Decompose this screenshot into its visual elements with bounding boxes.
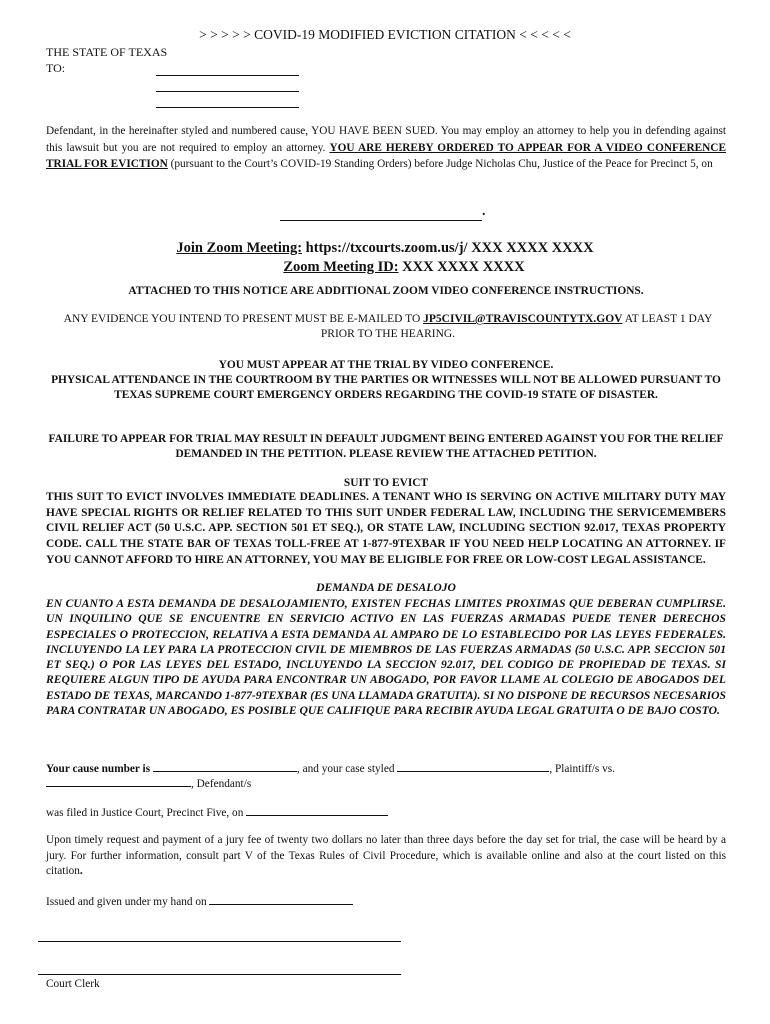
zoom-id-label: Zoom Meeting ID: xyxy=(283,259,399,275)
citation-title: > > > > > COVID-19 MODIFIED EVICTION CITATION < < < < < xyxy=(199,27,571,42)
jury-text: Upon timely request and payment of a jury fee of twenty two dollars no later than three days before the day set for trial, the case will be heard by a jury. For further information, consult part V of the Texas Rules of Civil Procedure, which is available online and also at the court listed on this citation xyxy=(46,834,726,877)
evidence-email: JP5CIVIL@TRAVISCOUNTYTX.GOV xyxy=(423,313,623,325)
suit-to-evict-body: THIS SUIT TO EVICT INVOLVES IMMEDIATE DEADLINES. A TENANT WHO IS SERVING ON ACTIVE MILITARY DUTY MAY HAVE SPECIAL RIGHTS OR RELIEF RELATED TO THIS SUIT UNDER FEDERAL LAW, INCLUDING THE SERVICEMEMBERS CIVIL RELIEF ACT (50 U.S.C. APP. SECTION 501 ET SEQ.), OR STATE LAW, INCLUDING SECTION 92.017, TEXAS PROPERTY CODE. CALL THE STATE BAR OF TEXAS TOLL-FREE AT 1-877-9TEXBAR IF YOU NEED HELP LOCATING AN ATTORNEY. IF YOU CANNOT AFFORD TO HIRE AN ATTORNEY, YOU MAY BE ELIGIBLE FOR FREE OR LOW-COST LEGAL ASSISTANCE. xyxy=(46,491,726,566)
filed-line xyxy=(46,804,388,822)
zoom-join-url: https://txcourts.zoom.us/j/ XXX XXXX XXXX xyxy=(302,240,594,256)
plaintiff-text: , Plaintiff/s vs. xyxy=(549,763,616,775)
demanda-heading: DEMANDA DE DESALOJO xyxy=(316,581,456,594)
evidence-text-1: ANY EVIDENCE YOU INTEND TO PRESENT MUST BE E-MAILED TO xyxy=(63,313,424,325)
issued-text: Issued and given under my hand on xyxy=(46,896,210,908)
evidence-text-2: AT LEAST 1 DAY PRIOR TO THE HEARING. xyxy=(320,313,713,340)
case-styled-text: , and your case styled xyxy=(296,763,398,775)
zoom-join-label: Join Zoom Meeting: xyxy=(176,240,303,256)
filed-text: was filed in Justice Court, Precinct Five, on xyxy=(46,807,247,819)
intro-text-1: Defendant, in the hereinafter styled and numbered cause, YOU HAVE BEEN SUED. You may employ an attorney to help you in defending against this lawsuit but you are not required to employ an attorney. xyxy=(46,125,726,154)
zoom-join xyxy=(0,239,770,258)
cause-number-blank xyxy=(153,760,297,772)
defendant-text: , Defendant/s xyxy=(191,778,252,790)
evidence-notice xyxy=(46,312,730,341)
address-line-3 xyxy=(156,107,299,108)
cause-number-label: Your cause number is xyxy=(46,763,153,775)
attached-instructions: ATTACHED TO THIS NOTICE ARE ADDITIONAL ZOOM VIDEO CONFERENCE INSTRUCTIONS. xyxy=(128,285,644,297)
intro-text-2: (pursuant to the Court’s COVID-19 Standing Orders) before Judge Nicholas Chu, Justice of the Peace for Precinct 5, on xyxy=(167,158,713,170)
defendant-blank xyxy=(46,775,191,787)
filed-date-blank xyxy=(246,804,388,816)
court-clerk-label: Court Clerk xyxy=(46,978,100,990)
jury-paragraph xyxy=(46,833,726,880)
hearing-date-period: . xyxy=(482,204,486,219)
zoom-id-value: XXX XXXX XXXX xyxy=(398,259,525,275)
signature-line-1 xyxy=(38,941,401,942)
hearing-date-line xyxy=(280,220,482,221)
suit-to-evict-heading: SUIT TO EVICT xyxy=(343,477,429,489)
address-line-2 xyxy=(156,91,299,92)
intro-paragraph xyxy=(46,123,726,173)
appear-video-notice: YOU MUST APPEAR AT THE TRIAL BY VIDEO CONFERENCE. xyxy=(218,359,554,371)
physical-attendance-notice: PHYSICAL ATTENDANCE IN THE COURTROOM BY THE PARTIES OR WITNESSES WILL NOT BE ALLOWED PURSUANT TO TEXAS SUPREME COURT EMERGENCY ORDERS REGARDING THE COVID-19 STATE OF DISASTER. xyxy=(51,374,721,401)
state-of-texas: THE STATE OF TEXAS xyxy=(46,45,168,59)
issued-date-blank xyxy=(209,893,353,905)
issued-line xyxy=(46,893,353,911)
signature-line-2 xyxy=(38,974,401,975)
address-line-1 xyxy=(156,75,299,76)
jury-period: . xyxy=(79,865,83,877)
failure-to-appear-notice: FAILURE TO APPEAR FOR TRIAL MAY RESULT IN DEFAULT JUDGMENT BEING ENTERED AGAINST YOU FOR THE RELIEF DEMANDED IN THE PETITION. PLEASE REVIEW THE ATTACHED PETITION. xyxy=(48,433,724,460)
plaintiff-blank xyxy=(397,760,549,772)
defendant-line xyxy=(46,775,251,793)
to-label: TO: xyxy=(46,61,66,75)
appear-order: YOU ARE HEREBY ORDERED TO APPEAR FOR A VIDEO CONFERENCE TRIAL FOR EVICTION xyxy=(46,141,726,170)
demanda-body: EN CUANTO A ESTA DEMANDA DE DESALOJAMIENTO, EXISTEN FECHAS LIMITES PROXIMAS QUE DEBERAN CUMPLIRSE. UN INQUILINO QUE SE ENCUENTRE EN SERVICIO ACTIVO EN LAS FUERZAS ARMADAS PUEDE TENER DERECHOS ESPECIALES O PROTECCION, RELATIVA A ESTA DEMANDA AL AMPARO DE LO ESTABLECIDO POR LAS LEYES FEDERALES. INCLUYENDO LA LEY PARA LA PROTECCION CIVIL DE MIEMBROS DE LAS FUERZAS ARMADAS (50 U.S.C. APP. SECCION 501 ET SEQ.) O POR LAS LEYES DEL ESTADO, INCLUYENDO LA SECCION 92.017, DEL CODIGO DE PROPIEDAD DE TEXAS. SI REQUIERE ALGUN TIPO DE AYUDA PARA ENCONTRAR UN ABOGADO, POR FAVOR LLAME AL COLEGIO DE ABOGADOS DEL ESTADO DE TEXAS, MARCANDO 1-877-9TEXBAR (ES UNA LLAMADA GRATUITA). SI NO DISPONE DE RECURSOS NECESARIOS PARA CONTRATAR UN ABOGADO, ES POSIBLE QUE CALIFIQUE PARA RECIBIR AYUDA LEGAL GRATUITA O DE BAJO COSTO. xyxy=(46,597,726,718)
zoom-meeting-id xyxy=(0,258,770,277)
